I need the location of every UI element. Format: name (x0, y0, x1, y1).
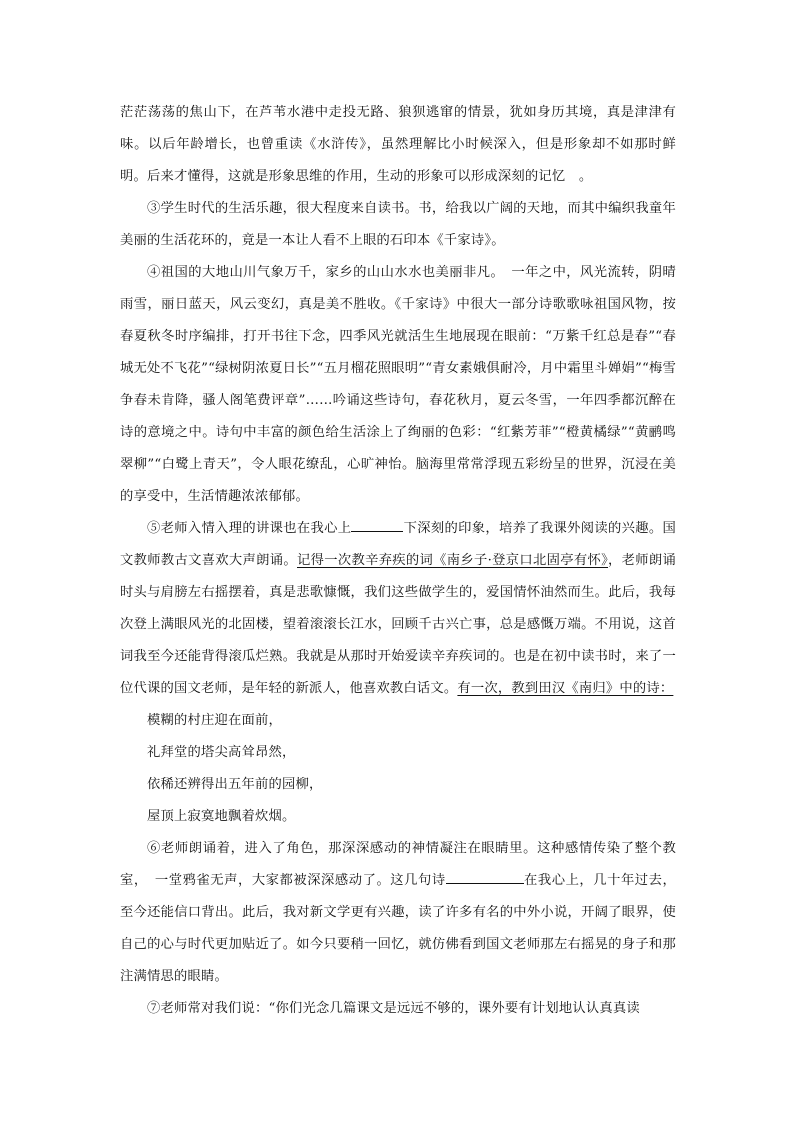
fill-in-blank (446, 869, 524, 884)
paragraph-text: ③学生时代的生活乐趣，很大程度来自读书。书，给我以广阔的天地，而其中编织我童年美丽的生活花环的，竟是一本让人看不上眼的石印本《千家诗》。 (120, 201, 676, 248)
paragraph-text: ⑤老师入情入理的讲课也在我心上 (147, 521, 352, 536)
paragraph-text: 在我心上，几十年过去，至今还能信口背出。此后，我对新文学更有兴趣，读了许多有名的中外小说，开阔了眼界，使自己的心与时代更加贴近了。如今只要稍一回忆，就仿佛看到国文老师那左右摇晃的身子和那注满情思的眼睛。 (120, 873, 677, 984)
poem-line: 屋顶上寂寞地飘着炊烟。 (147, 809, 296, 824)
poem-line: 模糊的村庄迎在面前， (147, 713, 282, 728)
article-body (120, 97, 676, 1025)
fill-in-blank (351, 517, 403, 532)
paragraphs-paragraph (120, 257, 676, 513)
paragraph-text: 茫茫荡荡的焦山下，在芦苇水港中走投无路、狼狈逃窜的情景，犹如身历其境，真是津津有味。以后年龄增长，也曾重读《水浒传》，虽然理解比小时候深入，但是形象却不如那时鲜明。后来才懂得，这就是形象思维的作用，生动的形象可以形成深刻的记忆 。 (120, 105, 676, 184)
poem-line: 依稀还辨得出五年前的园柳， (147, 777, 323, 792)
poem-line: 礼拜堂的塔尖高耸昂然， (147, 745, 296, 760)
paragraphs-paragraph (120, 513, 676, 705)
paragraph-text: ④祖国的大地山川气象万千，家乡的山山水水也美丽非凡。 一年之中，风光流转，阴晴雨雪，丽日蓝天，风云变幻，真是美不胜收。《千家诗》中很大一部分诗歌歌咏祖国风物，按春夏秋冬时序编排，打开书往下念，四季风光就活生生地展现在眼前：“万紫千红总是春”“春城无处不飞花”“绿树阴浓夏日长”“五月榴花照眼明”“青女素娥俱耐冷，月中霜里斗婵娟”“梅雪争春未肯降，骚人阁笔费评章”……吟诵这些诗句，春花秋月，夏云冬雪，一年四季都沉醉在诗的意境之中。诗句中丰富的颜色给生活涂上了绚丽的色彩：“红紫芳菲”“橙黄橘绿”“黄鹂鸣翠柳”“白鹭上青天”，令人眼花缭乱，心旷神怡。脑海里常常浮现五彩纷呈的世界，沉浸在美的享受中，生活情趣浓浓郁郁。 (120, 265, 676, 504)
paragraphs-paragraph (120, 97, 676, 193)
paragraphs-paragraph (120, 193, 676, 257)
paragraph-text: ⑥老师朗诵着，进入了角色，那深深感动的神情凝注在眼睛里。这种感情传染了整个教室， 一堂鸦雀无声，大家都被深深感动了。这几句诗 (120, 841, 676, 888)
paragraph-text: ⑦老师常对我们说：“你们光念几篇课文是远远不够的，课外要有计划地认认真真读 (147, 1001, 640, 1016)
underlined-text: 有一次，教到田汉《南归》中的诗： (457, 681, 674, 696)
paragraphs_after-paragraph (120, 833, 676, 993)
paragraph-text: 下深刻的印象，培养了我课外阅读的兴趣。国文教师教古文喜欢大声朗诵。 (120, 521, 677, 568)
paragraph-text: ，老师朗诵时头与肩膀左右摇摆着，真是悲歌慷慨，我们这些做学生的，爱国情怀油然而生。此后，我每次登上满眼风光的北固楼，望着滚滚长江水，回顾千古兴亡事，总是感慨万端。不用说，这首词我至今还能背得滚瓜烂熟。我就是从那时开始爱读辛弃疾词的。也是在初中读书时，来了一位代课的国文老师，是年轻的新派人，他喜欢教白话文。 (120, 553, 676, 696)
paragraphs_after-paragraph (120, 993, 676, 1025)
underlined-text: 记得一次教辛弃疾的词《南乡子·登京口北固亭有怀》 (297, 553, 609, 568)
